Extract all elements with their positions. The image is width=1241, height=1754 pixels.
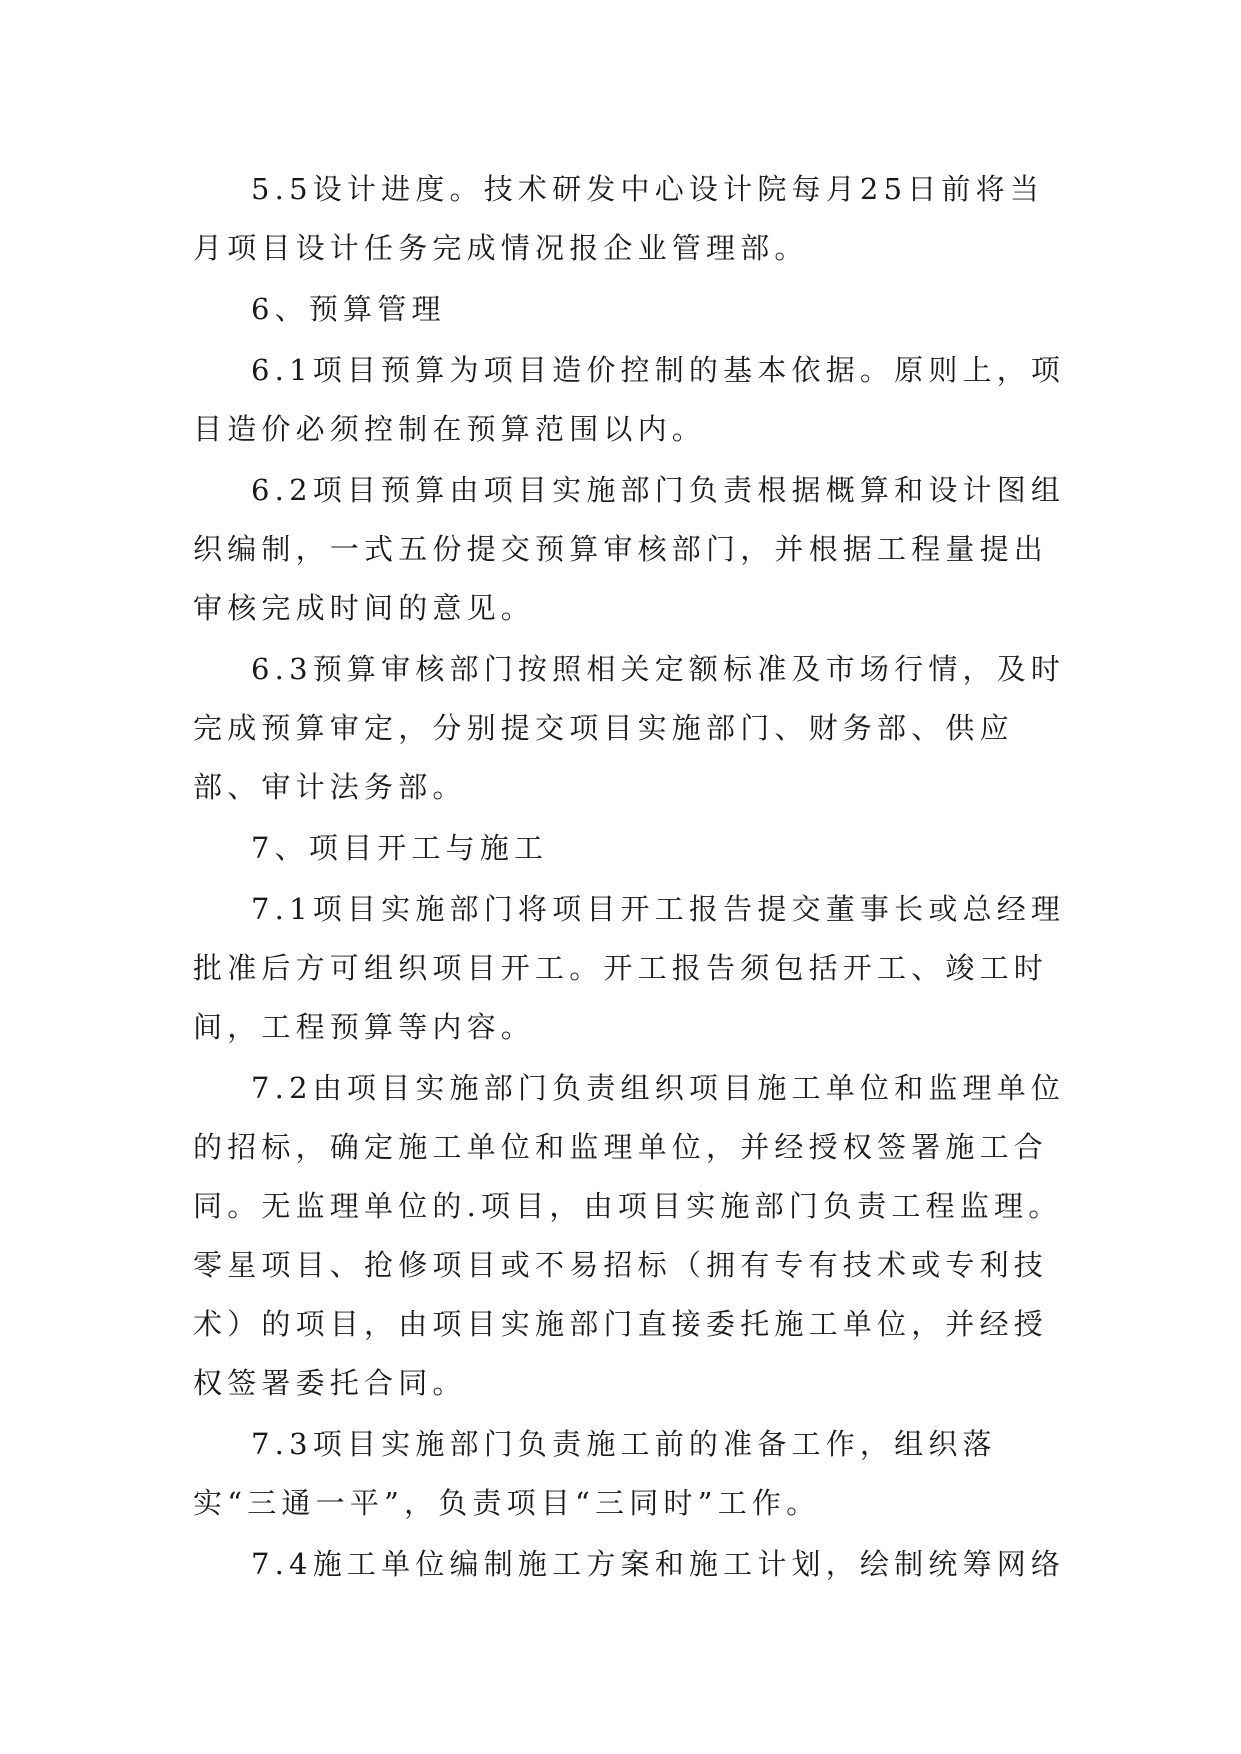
paragraph-5-5-design-progress: 5.5设计进度。技术研发中心设计院每月25日前将当月项目设计任务完成情况报企业管理部。 bbox=[193, 172, 1045, 265]
section-heading-project-start-construction: 7、项目开工与施工 bbox=[251, 831, 549, 865]
document-body bbox=[193, 160, 1073, 1596]
paragraph-7-4: 7.4施工单位编制施工方案和施工计划，绘制统筹网络 bbox=[251, 1547, 1066, 1581]
section-heading-budget-management: 6、预算管理 bbox=[251, 292, 446, 326]
paragraph-6-2: 6.2项目预算由项目实施部门负责根据概算和设计图组织编制，一式五份提交预算审核部门，并根据工程量提出审核完成时间的意见。 bbox=[193, 473, 1066, 625]
paragraph-7-1: 7.1项目实施部门将项目开工报告提交董事长或总经理批准后方可组织项目开工。开工报告须包括开工、竣工时间，工程预算等内容。 bbox=[193, 892, 1066, 1044]
paragraph-7-3: 7.3项目实施部门负责施工前的准备工作，组织落实“三通一平”，负责项目“三同时”工作。 bbox=[193, 1427, 997, 1520]
paragraph-7-2: 7.2由项目实施部门负责组织项目施工单位和监理单位的招标，确定施工单位和监理单位，并经授权签署施工合同。无监理单位的.项目，由项目实施部门负责工程监理。零星项目、抢修项目或不易招标（拥有专有技术或专利技术）的项目，由项目实施部门直接委托施工单位，并经授权签署委托合同。 bbox=[193, 1071, 1066, 1400]
paragraph-6-1: 6.1项目预算为项目造价控制的基本依据。原则上，项目造价必须控制在预算范围以内。 bbox=[193, 353, 1066, 446]
paragraph-6-3: 6.3预算审核部门按照相关定额标准及市场行情，及时完成预算审定，分别提交项目实施部门、财务部、供应部、审计法务部。 bbox=[193, 652, 1066, 804]
